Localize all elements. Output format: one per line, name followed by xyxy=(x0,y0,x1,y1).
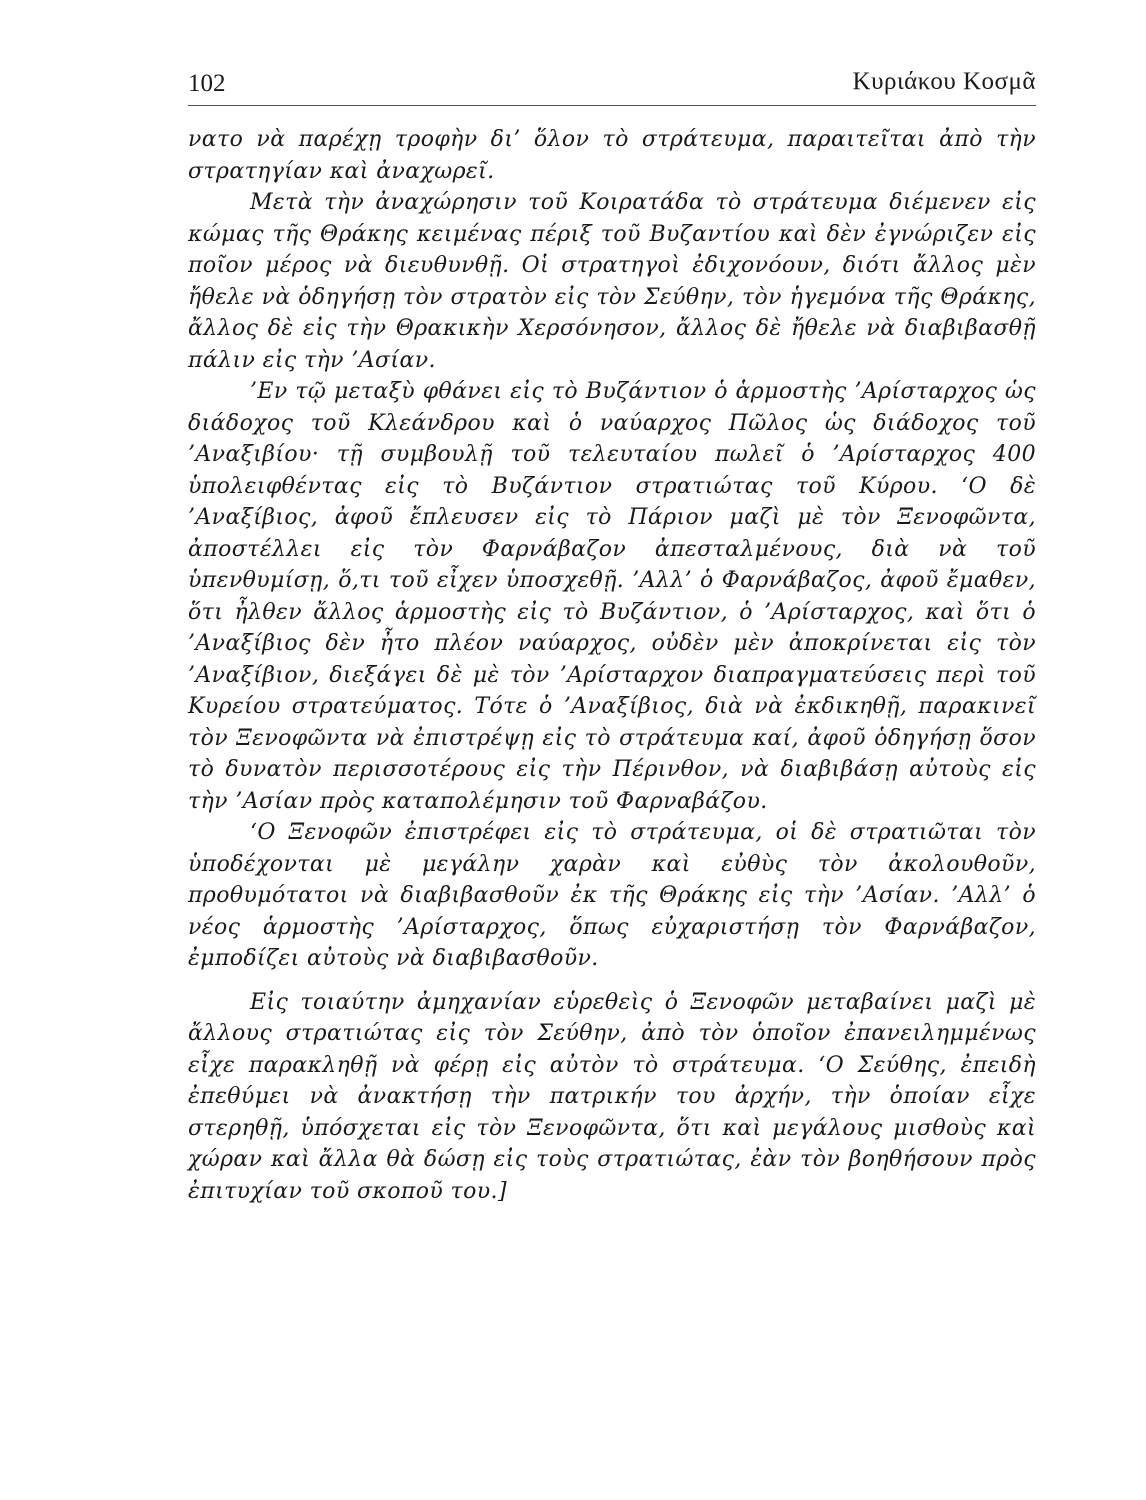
running-title: Κυριάκου Κοσμᾶ xyxy=(852,68,1036,95)
paragraph: ’Εν τῷ μεταξὺ φθάνει εἰς τὸ Βυζάντιον ὁ ἁρμοστὴς ’Αρίσταρχος ὡς διάδοχος τοῦ Κλεάνδρου καὶ ὁ ναύαρχος Πῶλος ὡς διάδοχος τοῦ ’Αναξιβίου· τῇ συμβουλῇ τοῦ τελευταίου πωλεῖ ὁ ’Αρίσταρχος 400 ὑπολειφθέντας εἰς τὸ Βυζάντιον στρατιώτας τοῦ Κύρου. ‘Ο δὲ ’Αναξίβιος, ἀφοῦ ἔπλευσεν εἰς τὸ Πάριον μαζὶ μὲ τὸν Ξενοφῶντα, ἀποστέλλει εἰς τὸν Φαρνάβαζον ἀπεσταλμένους, διὰ νὰ τοῦ ὑπενθυμίσῃ, ὅ,τι τοῦ εἶχεν ὑποσχεθῇ. ’Αλλ’ ὁ Φαρνάβαζος, ἀφοῦ ἔμαθεν, ὅτι ἦλθεν ἄλλος ἁρμοστὴς εἰς τὸ Βυζάντιον, ὁ ’Αρίσταρχος, καὶ ὅτι ὁ ’Αναξίβιος δὲν ἦτο πλέον ναύαρχος, οὐδὲν μὲν ἀποκρίνεται εἰς τὸν ’Αναξίβιον, διεξάγει δὲ μὲ τὸν ’Αρίσταρχον διαπραγματεύσεις περὶ τοῦ Κυρείου στρατεύματος. Τότε ὁ ’Αναξίβιος, διὰ νὰ ἐκδικηθῇ, παρακινεῖ τὸν Ξενοφῶντα νὰ ἐπιστρέψῃ εἰς τὸ στράτευμα καί, ἀφοῦ ὁδηγήσῃ ὅσον τὸ δυνατὸν περισσοτέρους εἰς τὴν Πέρινθον, νὰ διαβιβάσῃ αὐτοὺς εἰς τὴν ’Ασίαν πρὸς καταπολέμησιν τοῦ Φαρναβάζου. xyxy=(188,379,1036,814)
paragraph: Μετὰ τὴν ἀναχώρησιν τοῦ Κοιρατάδα τὸ στράτευμα διέμενεν εἰς κώμας τῆς Θράκης κειμένας πέριξ τοῦ Βυζαντίου καὶ δὲν ἐγνώριζεν εἰς ποῖον μέρος νὰ διευθυνθῇ. Οἱ στρατηγοὶ ἐδιχονόουν, διότι ἄλλος μὲν ἤθελε νὰ ὁδηγήσῃ τὸν στρατὸν εἰς τὸν Σεύθην, τὸν ἡγεμόνα τῆς Θράκης, ἄλλος δὲ εἰς τὴν Θρακικὴν Χερσόνησον, ἄλλος δὲ ἤθελε νὰ διαβιβασθῇ πάλιν εἰς τὴν ’Ασίαν. xyxy=(188,190,1036,373)
page-number: 102 xyxy=(188,70,226,97)
header-rule xyxy=(188,105,1036,106)
running-head xyxy=(188,62,1036,102)
paragraph: ‘Ο Ξενοφῶν ἐπιστρέφει εἰς τὸ στράτευμα, οἱ δὲ στρατιῶται τὸν ὑποδέχονται μὲ μεγάλην χαρὰν καὶ εὐθὺς τὸν ἀκολουθοῦν, προθυμότατοι νὰ διαβιβασθοῦν ἐκ τῆς Θράκης εἰς τὴν ’Ασίαν. ’Αλλ’ ὁ νέος ἁρμοστὴς ’Αρίσταρχος, ὅπως εὐχαριστήσῃ τὸν Φαρνάβαζον, ἐμποδίζει αὐτοὺς νὰ διαβιβασθοῦν. xyxy=(188,820,1036,971)
paragraph-continuation: νατο νὰ παρέχῃ τροφὴν δι’ ὅλον τὸ στράτευμα, παραιτεῖται ἀπὸ τὴν στρατηγίαν καὶ ἀναχωρεῖ. xyxy=(188,127,1036,184)
body-text xyxy=(188,124,1036,1207)
paragraph: Εἰς τοιαύτην ἀμηχανίαν εὑρεθεὶς ὁ Ξενοφῶν μεταβαίνει μαζὶ μὲ ἄλλους στρατιώτας εἰς τὸν Σεύθην, ἀπὸ τὸν ὁποῖον ἐπανειλημμένως εἶχε παρακληθῇ νὰ φέρῃ εἰς αὐτὸν τὸ στράτευμα. ‘Ο Σεύθης, ἐπειδὴ ἐπεθύμει νὰ ἀνακτήσῃ τὴν πατρικήν του ἀρχήν, τὴν ὁποίαν εἶχε στερηθῇ, ὑπόσχεται εἰς τὸν Ξενοφῶντα, ὅτι καὶ μεγάλους μισθοὺς καὶ χώραν καὶ ἄλλα θὰ δώσῃ εἰς τοὺς στρατιώτας, ἐὰν τὸν βοηθήσουν πρὸς ἐπιτυχίαν τοῦ σκοποῦ του.] xyxy=(188,989,1036,1204)
